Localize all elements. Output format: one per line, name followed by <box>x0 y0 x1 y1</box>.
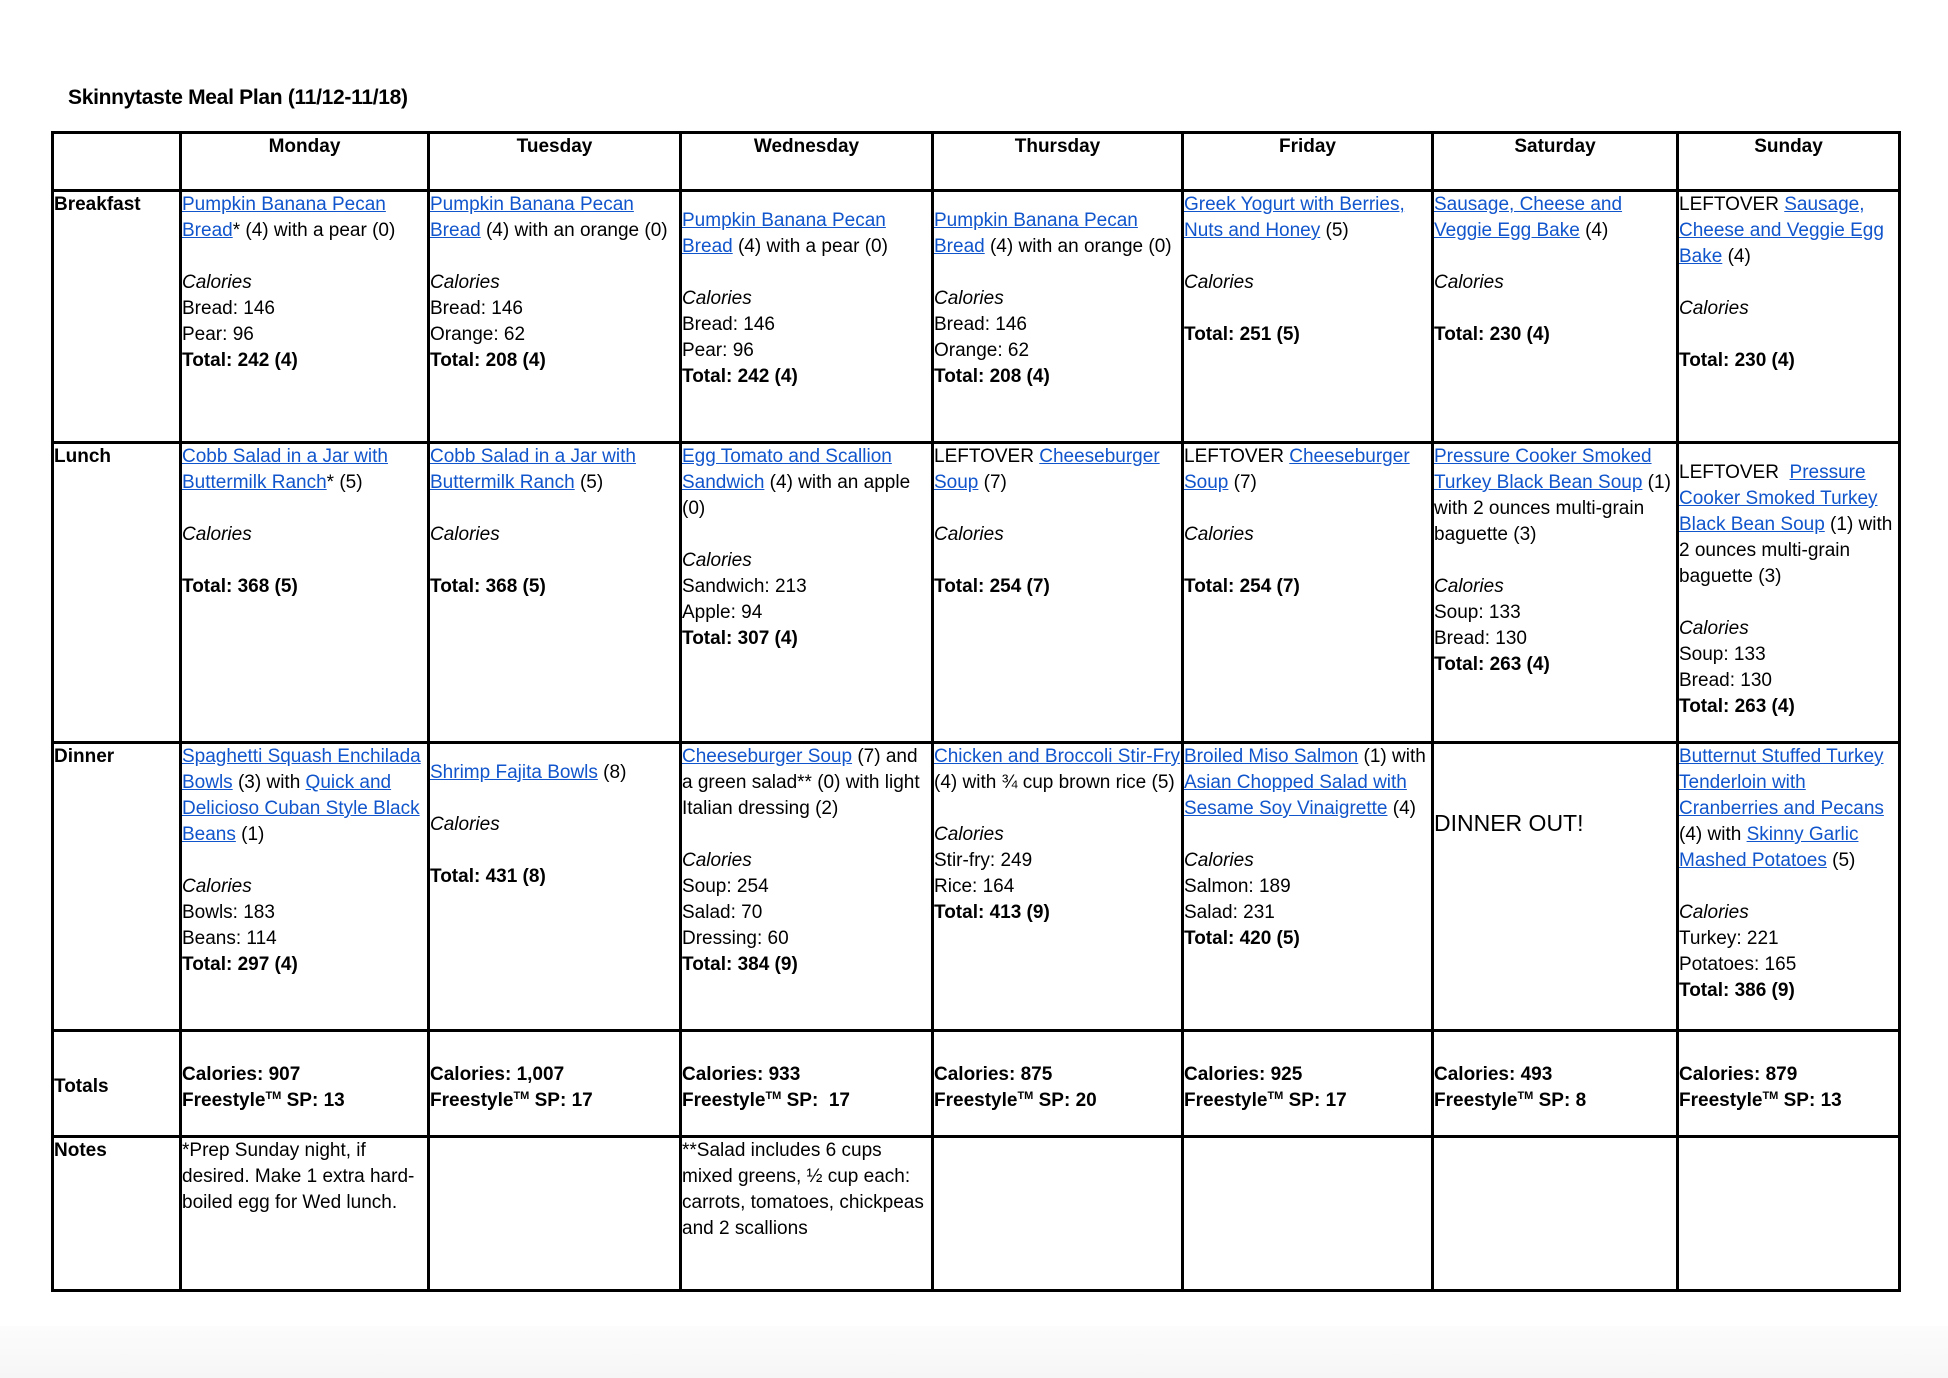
smartpoints-value: SP: 17 <box>781 1090 850 1111</box>
serving-info: (7) <box>978 472 1007 493</box>
calorie-item: Dressing: 60 <box>682 928 789 949</box>
daily-smartpoints <box>430 1088 679 1114</box>
daily-smartpoints <box>182 1088 427 1114</box>
calories-heading: Calories <box>1184 272 1254 293</box>
recipe-link[interactable]: Pumpkin Banana Pecan Bread <box>934 210 1138 257</box>
calorie-item: Salad: 70 <box>682 902 763 923</box>
recipe-link[interactable]: Greek Yogurt with Berries, Nuts and Honey <box>1184 194 1405 241</box>
notes-cell-tuesday <box>429 1137 681 1291</box>
meal-total: Total: 431 (8) <box>430 866 546 887</box>
calorie-item: Apple: 94 <box>682 602 763 623</box>
calories-heading: Calories <box>1679 618 1749 639</box>
totals-cell-wednesday <box>681 1031 933 1137</box>
daily-smartpoints <box>1184 1088 1431 1114</box>
calorie-item: Pear: 96 <box>182 324 254 345</box>
day-header-saturday: Saturday <box>1433 133 1678 191</box>
serving-info: (4) with a pear (0) <box>732 236 888 257</box>
recipe-link-secondary[interactable]: Skinny Garlic Mashed Potatoes <box>1679 824 1859 871</box>
calorie-item: Stir-fry: 249 <box>934 850 1033 871</box>
row-label-notes: Notes <box>53 1137 181 1291</box>
recipe-link[interactable]: Pumpkin Banana Pecan Bread <box>682 210 886 257</box>
smartpoints-value: SP: 8 <box>1533 1090 1587 1111</box>
recipe-link[interactable]: Cheeseburger Soup <box>934 446 1160 493</box>
meal-total: Total: 386 (9) <box>1679 980 1795 1001</box>
recipe-link[interactable]: Cobb Salad in a Jar with Buttermilk Ranch <box>182 446 388 493</box>
meal-plan-table <box>51 131 1901 1292</box>
calorie-item: Bowls: 183 <box>182 902 275 923</box>
meal-total: Total: 413 (9) <box>934 902 1050 923</box>
serving-info: (5) <box>1320 220 1349 241</box>
dinner-row <box>53 743 1900 1031</box>
calorie-item: Pear: 96 <box>682 340 754 361</box>
notes-cell-sunday <box>1678 1137 1900 1291</box>
calories-heading: Calories <box>430 814 500 835</box>
serving-info: (4) with an apple (0) <box>682 472 911 519</box>
totals-cell-sunday <box>1678 1031 1900 1137</box>
serving-info: (7) <box>1228 472 1257 493</box>
recipe-link[interactable]: Sausage, Cheese and Veggie Egg Bake <box>1434 194 1623 241</box>
calorie-item: Soup: 133 <box>1679 644 1766 665</box>
meal-total: Total: 242 (4) <box>682 366 798 387</box>
calorie-item: Beans: 114 <box>182 928 277 949</box>
freestyle-label: Freestyle <box>182 1090 266 1111</box>
serving-info: (1) with 2 ounces multi-grain baguette (3) <box>1679 514 1893 587</box>
recipe-link[interactable]: Cobb Salad in a Jar with Buttermilk Ranch <box>430 446 636 493</box>
meal-cell-dinner-monday <box>181 743 429 1031</box>
meal-cell-lunch-tuesday <box>429 443 681 743</box>
row-label-totals: Totals <box>53 1031 181 1137</box>
trademark-mark: TM <box>1762 1090 1779 1102</box>
smartpoints-value: SP: 17 <box>1283 1090 1347 1111</box>
meal-total: Total: 368 (5) <box>430 576 546 597</box>
serving-info: (4) with <box>1679 824 1747 845</box>
calorie-item: Soup: 254 <box>682 876 769 897</box>
meal-cell-breakfast-friday <box>1183 191 1433 443</box>
recipe-link[interactable]: Broiled Miso Salmon <box>1184 746 1359 767</box>
calories-heading: Calories <box>1434 576 1504 597</box>
calories-heading: Calories <box>682 550 752 571</box>
totals-cell-thursday <box>933 1031 1183 1137</box>
recipe-link[interactable]: Spaghetti Squash Enchilada Bowls <box>182 746 421 793</box>
calories-heading: Calories <box>934 524 1004 545</box>
day-header-thursday: Thursday <box>933 133 1183 191</box>
day-header-friday: Friday <box>1183 133 1433 191</box>
serving-info: (4) with an orange (0) <box>480 220 668 241</box>
freestyle-label: Freestyle <box>934 1090 1018 1111</box>
meal-cell-dinner-thursday <box>933 743 1183 1031</box>
calorie-item: Turkey: 221 <box>1679 928 1779 949</box>
meal-total: Total: 208 (4) <box>934 366 1050 387</box>
serving-info: (3) with <box>232 772 306 793</box>
calorie-item: Bread: 146 <box>182 298 275 319</box>
recipe-link-secondary[interactable]: Asian Chopped Salad with Sesame Soy Vinaigrette <box>1184 772 1407 819</box>
calorie-item: Soup: 133 <box>1434 602 1521 623</box>
meal-total: Total: 230 (4) <box>1434 324 1550 345</box>
calories-heading: Calories <box>430 272 500 293</box>
daily-smartpoints <box>1434 1088 1676 1114</box>
calorie-item: Bread: 130 <box>1679 670 1772 691</box>
totals-cell-friday <box>1183 1031 1433 1137</box>
serving-info: (8) <box>597 762 627 783</box>
meal-cell-lunch-monday <box>181 443 429 743</box>
freestyle-label: Freestyle <box>682 1090 766 1111</box>
serving-info: * (4) with a pear (0) <box>232 220 396 241</box>
meal-cell-breakfast-saturday <box>1433 191 1678 443</box>
meal-cell-breakfast-wednesday <box>681 191 933 443</box>
leftover-prefix: LEFTOVER <box>1679 462 1790 483</box>
freestyle-label: Freestyle <box>1679 1090 1763 1111</box>
meal-total: Total: 420 (5) <box>1184 928 1300 949</box>
smartpoints-value: SP: 17 <box>529 1090 593 1111</box>
breakfast-row <box>53 191 1900 443</box>
meal-total: Total: 263 (4) <box>1679 696 1795 717</box>
notes-cell-saturday <box>1433 1137 1678 1291</box>
recipe-link[interactable]: Chicken and Broccoli Stir-Fry <box>934 746 1181 767</box>
recipe-link-secondary[interactable]: Quick and Delicioso Cuban Style Black Beans <box>182 772 420 845</box>
recipe-link[interactable]: Shrimp Fajita Bowls <box>430 762 598 783</box>
daily-calories: Calories: 879 <box>1679 1064 1798 1085</box>
daily-calories: Calories: 493 <box>1434 1064 1553 1085</box>
calorie-item: Orange: 62 <box>430 324 526 345</box>
row-label-dinner: Dinner <box>53 743 181 1031</box>
smartpoints-value: SP: 20 <box>1033 1090 1097 1111</box>
meal-cell-dinner-saturday <box>1433 743 1678 1031</box>
meal-total: Total: 254 (7) <box>934 576 1050 597</box>
calories-heading: Calories <box>182 876 252 897</box>
daily-calories: Calories: 907 <box>182 1064 301 1085</box>
meal-total: Total: 263 (4) <box>1434 654 1550 675</box>
row-label-lunch: Lunch <box>53 443 181 743</box>
daily-smartpoints <box>1679 1088 1898 1114</box>
serving-info: (4) with an orange (0) <box>984 236 1172 257</box>
calories-heading: Calories <box>1434 272 1504 293</box>
day-header-monday: Monday <box>181 133 429 191</box>
header-row <box>53 133 1900 191</box>
meal-cell-lunch-wednesday <box>681 443 933 743</box>
meal-cell-dinner-sunday <box>1678 743 1900 1031</box>
day-header-tuesday: Tuesday <box>429 133 681 191</box>
daily-smartpoints <box>682 1088 931 1114</box>
calorie-item: Bread: 146 <box>682 314 775 335</box>
calorie-item: Rice: 164 <box>934 876 1015 897</box>
totals-cell-saturday <box>1433 1031 1678 1137</box>
meal-cell-dinner-friday <box>1183 743 1433 1031</box>
recipe-link[interactable]: Pressure Cooker Smoked Turkey Black Bean Soup <box>1434 446 1652 493</box>
calories-heading: Calories <box>682 288 752 309</box>
totals-row <box>53 1031 1900 1137</box>
notes-row <box>53 1137 1900 1291</box>
totals-cell-monday <box>181 1031 429 1137</box>
serving-info: (1) <box>235 824 265 845</box>
meal-cell-breakfast-sunday <box>1678 191 1900 443</box>
recipe-link[interactable]: Pumpkin Banana Pecan Bread <box>182 194 386 241</box>
smartpoints-value: SP: 13 <box>281 1090 345 1111</box>
leftover-prefix: LEFTOVER <box>1184 446 1290 467</box>
totals-cell-tuesday <box>429 1031 681 1137</box>
recipe-link[interactable]: Pressure Cooker Smoked Turkey Black Bean Soup <box>1679 462 1878 535</box>
meal-total: Total: 251 (5) <box>1184 324 1300 345</box>
calorie-item: Salad: 231 <box>1184 902 1275 923</box>
trademark-mark: TM <box>265 1090 282 1102</box>
row-label-breakfast: Breakfast <box>53 191 181 443</box>
trademark-mark: TM <box>1267 1090 1284 1102</box>
calories-heading: Calories <box>1184 850 1254 871</box>
calories-heading: Calories <box>934 824 1004 845</box>
lunch-row <box>53 443 1900 743</box>
serving-info: (4) with ¾ cup brown rice (5) <box>934 772 1175 793</box>
meal-cell-lunch-sunday <box>1678 443 1900 743</box>
daily-calories: Calories: 933 <box>682 1064 801 1085</box>
day-header-sunday: Sunday <box>1678 133 1900 191</box>
recipe-link[interactable]: Cheeseburger Soup <box>1184 446 1410 493</box>
freestyle-label: Freestyle <box>1184 1090 1268 1111</box>
serving-info: (1) with <box>1358 746 1426 767</box>
leftover-prefix: LEFTOVER <box>934 446 1040 467</box>
daily-calories: Calories: 1,007 <box>430 1064 565 1085</box>
calorie-item: Bread: 146 <box>430 298 523 319</box>
meal-cell-breakfast-tuesday <box>429 191 681 443</box>
trademark-mark: TM <box>513 1090 530 1102</box>
calorie-item: Bread: 146 <box>934 314 1027 335</box>
trademark-mark: TM <box>1017 1090 1034 1102</box>
calorie-item: Sandwich: 213 <box>682 576 807 597</box>
meal-total: Total: 242 (4) <box>182 350 298 371</box>
serving-info: (4) <box>1722 246 1751 267</box>
day-header-wednesday: Wednesday <box>681 133 933 191</box>
serving-info: (1) with 2 ounces multi-grain baguette (3) <box>1434 472 1671 545</box>
calories-heading: Calories <box>682 850 752 871</box>
calorie-item: Orange: 62 <box>934 340 1030 361</box>
meal-total: Total: 297 (4) <box>182 954 298 975</box>
calories-heading: Calories <box>934 288 1004 309</box>
calories-heading: Calories <box>1184 524 1254 545</box>
calorie-item: Bread: 130 <box>1434 628 1527 649</box>
recipe-link[interactable]: Butternut Stuffed Turkey Tenderloin with Cranberries and Pecans <box>1679 746 1884 819</box>
freestyle-label: Freestyle <box>430 1090 514 1111</box>
serving-info: (5) <box>574 472 604 493</box>
meal-total: Total: 368 (5) <box>182 576 298 597</box>
trademark-mark: TM <box>765 1090 782 1102</box>
meal-total: Total: 384 (9) <box>682 954 798 975</box>
serving-info: (7) and a green salad** (0) with light Italian dressing (2) <box>682 746 920 819</box>
calories-heading: Calories <box>1679 298 1749 319</box>
serving-info: (4) <box>1579 220 1609 241</box>
meal-total: Total: 307 (4) <box>682 628 798 649</box>
meal-cell-dinner-wednesday <box>681 743 933 1031</box>
daily-calories: Calories: 875 <box>934 1064 1053 1085</box>
meal-cell-lunch-saturday <box>1433 443 1678 743</box>
calories-heading: Calories <box>182 524 252 545</box>
recipe-link[interactable]: Egg Tomato and Scallion Sandwich <box>682 446 892 493</box>
dinner-out-text: DINNER OUT! <box>1434 810 1584 836</box>
meal-cell-dinner-tuesday <box>429 743 681 1031</box>
meal-total: Total: 254 (7) <box>1184 576 1300 597</box>
notes-cell-wednesday: **Salad includes 6 cups mixed greens, ½ cup each: carrots, tomatoes, chickpeas and 2 scallions <box>681 1137 933 1291</box>
corner-cell <box>53 133 181 191</box>
notes-cell-thursday <box>933 1137 1183 1291</box>
calorie-item: Salmon: 189 <box>1184 876 1291 897</box>
meal-cell-lunch-friday <box>1183 443 1433 743</box>
meal-cell-lunch-thursday <box>933 443 1183 743</box>
meal-total: Total: 208 (4) <box>430 350 546 371</box>
notes-cell-monday: *Prep Sunday night, if desired. Make 1 extra hard-boiled egg for Wed lunch. <box>181 1137 429 1291</box>
recipe-link[interactable]: Sausage, Cheese and Veggie Egg Bake <box>1679 194 1884 267</box>
calories-heading: Calories <box>1679 902 1749 923</box>
daily-smartpoints <box>934 1088 1181 1114</box>
serving-info: * (5) <box>326 472 363 493</box>
freestyle-label: Freestyle <box>1434 1090 1518 1111</box>
serving-info: (5) <box>1826 850 1856 871</box>
document-title: Skinnytaste Meal Plan (11/12-11/18) <box>68 86 408 109</box>
recipe-link[interactable]: Pumpkin Banana Pecan Bread <box>430 194 634 241</box>
meal-total: Total: 230 (4) <box>1679 350 1795 371</box>
meal-cell-breakfast-monday <box>181 191 429 443</box>
trademark-mark: TM <box>1517 1090 1534 1102</box>
calorie-item: Potatoes: 165 <box>1679 954 1797 975</box>
calories-heading: Calories <box>182 272 252 293</box>
calories-heading: Calories <box>430 524 500 545</box>
notes-cell-friday <box>1183 1137 1433 1291</box>
serving-info: (4) <box>1387 798 1416 819</box>
leftover-prefix: LEFTOVER <box>1679 194 1785 215</box>
meal-cell-breakfast-thursday <box>933 191 1183 443</box>
page-bottom-shade <box>0 1326 1948 1378</box>
recipe-link[interactable]: Cheeseburger Soup <box>682 746 853 767</box>
daily-calories: Calories: 925 <box>1184 1064 1303 1085</box>
smartpoints-value: SP: 13 <box>1778 1090 1842 1111</box>
